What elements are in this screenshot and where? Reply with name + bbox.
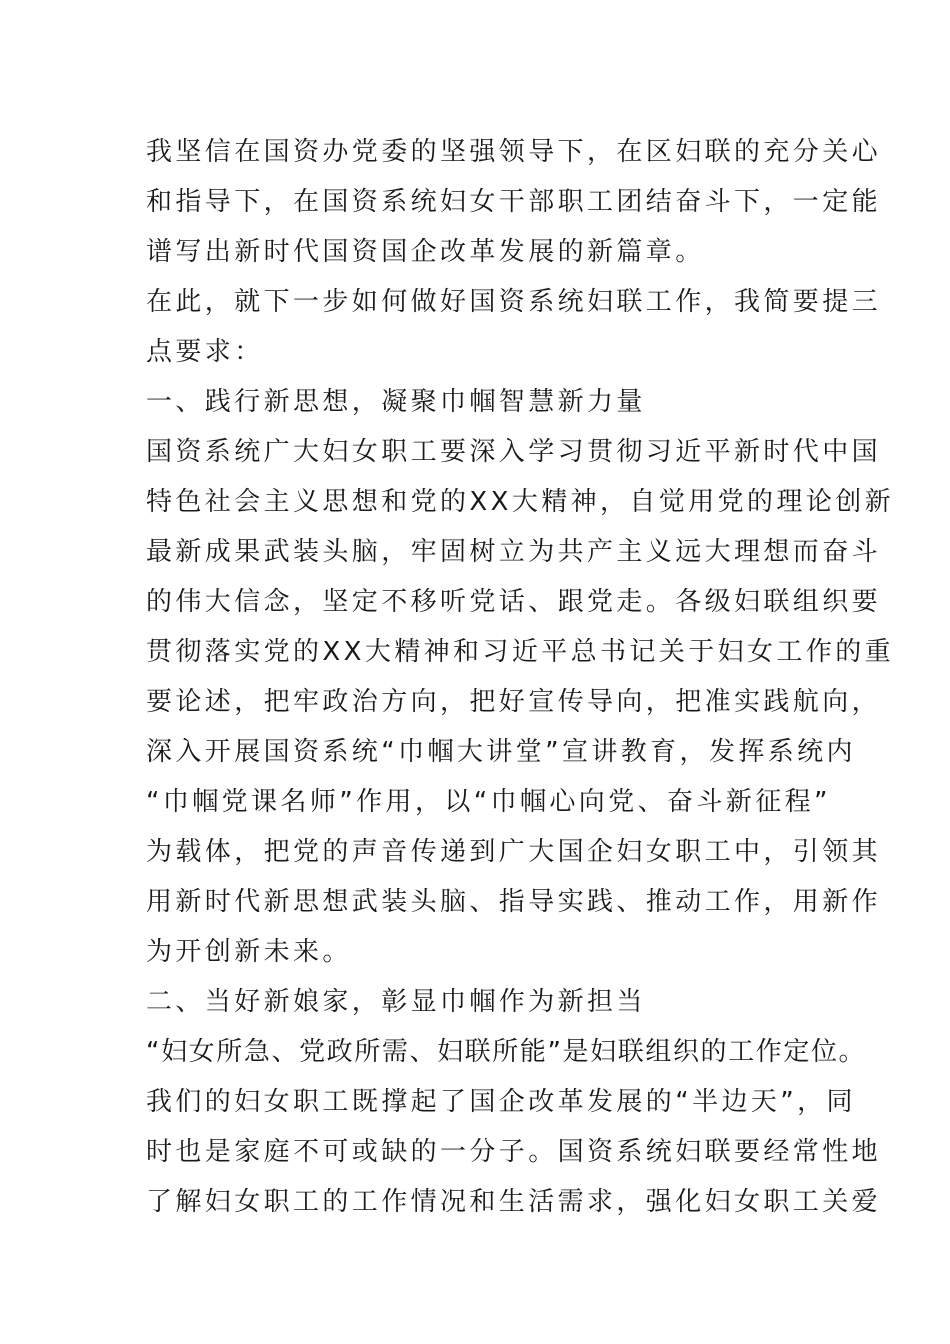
text-line: 要论述，把牢政治方向，把好宣传导向，把准实践航向， [146, 687, 882, 717]
text-line: 国资系统广大妇女职工要深入学习贯彻习近平新时代中国 [146, 437, 882, 467]
text-line: 的伟大信念，坚定不移听党话、跟党走。各级妇联组织要 [146, 587, 882, 617]
text-line: 我坚信在国资办党委的坚强领导下，在区妇联的充分关心 [146, 137, 882, 167]
text-line: 我们的妇女职工既撑起了国企改革发展的“半边天”，同 [146, 1087, 856, 1117]
text-line: 点要求： [146, 337, 264, 367]
text-line: 了解妇女职工的工作情况和生活需求，强化妇女职工关爱 [146, 1187, 882, 1217]
text-line: “巾帼党课名师”作用，以“巾帼心向党、奋斗新征程” [146, 787, 831, 817]
text-line: 用新时代新思想武装头脑、指导实践、推动工作，用新作 [146, 887, 882, 917]
section-heading: 一、践行新思想，凝聚巾帼智慧新力量 [146, 387, 646, 417]
text-line: 为载体，把党的声音传递到广大国企妇女职工中，引领其 [146, 837, 882, 867]
text-line: 为开创新未来。 [146, 937, 352, 967]
text-line: “妇女所急、党政所需、妇联所能”是妇联组织的工作定位。 [146, 1037, 867, 1067]
section-heading: 二、当好新娘家，彰显巾帼作为新担当 [146, 987, 646, 1017]
text-line: 贯彻落实党的XX大精神和习近平总书记关于妇女工作的重 [146, 637, 895, 667]
text-line: 谱写出新时代国资国企改革发展的新篇章。 [146, 237, 705, 267]
text-line: 和指导下，在国资系统妇女干部职工团结奋斗下，一定能 [146, 187, 882, 217]
text-line: 特色社会主义思想和党的XX大精神，自觉用党的理论创新 [146, 487, 895, 517]
text-line: 最新成果武装头脑，牢固树立为共产主义远大理想而奋斗 [146, 537, 882, 567]
text-line: 深入开展国资系统“巾帼大讲堂”宣讲教育，发挥系统内 [146, 737, 856, 767]
text-line: 在此，就下一步如何做好国资系统妇联工作，我简要提三 [146, 287, 882, 317]
text-line: 时也是家庭不可或缺的一分子。国资系统妇联要经常性地 [146, 1137, 882, 1167]
